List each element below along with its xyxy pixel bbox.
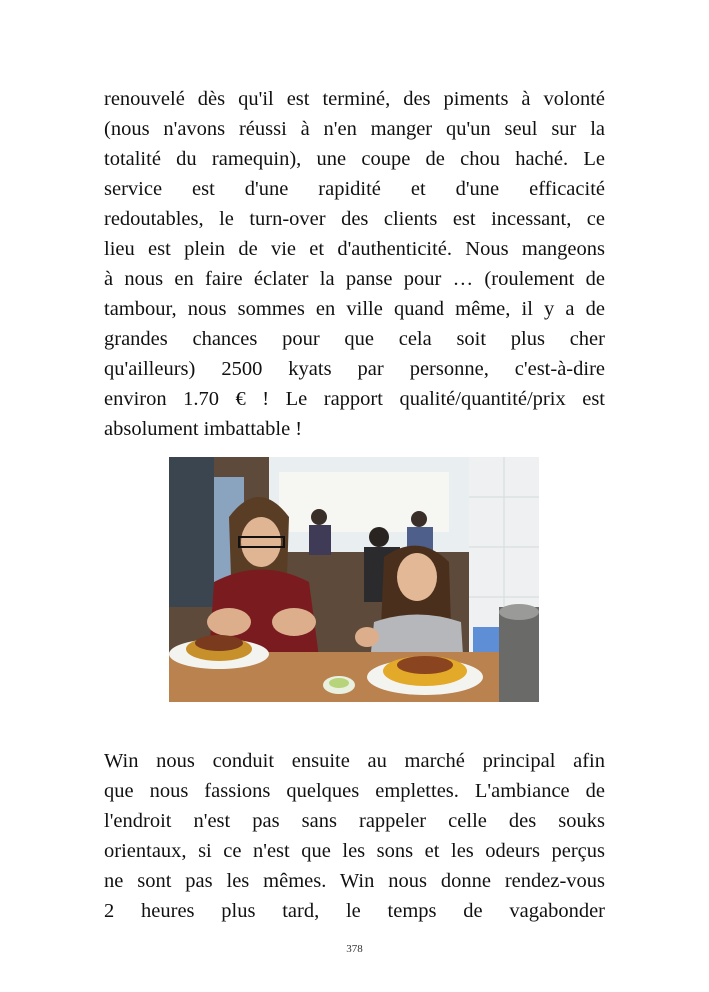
restaurant-photo bbox=[169, 457, 539, 702]
text-line: Win nous conduit ensuite au marché principal afin bbox=[104, 750, 605, 772]
paragraph-2 bbox=[104, 746, 605, 926]
page-number: 378 bbox=[346, 943, 363, 955]
text-line: l'endroit n'est pas sans rappeler celle des souks bbox=[104, 810, 605, 832]
text-line: environ 1.70 € ! Le rapport qualité/quantité/prix est bbox=[104, 388, 605, 410]
text-line: grandes chances pour que cela soit plus cher bbox=[104, 328, 605, 350]
text-line: que nous fassions quelques emplettes. L'ambiance de bbox=[104, 780, 605, 802]
text-line: renouvelé dès qu'il est terminé, des piments à volonté bbox=[104, 88, 605, 110]
text-line: à nous en faire éclater la panse pour … (roulement de bbox=[104, 268, 605, 290]
paragraph-1 bbox=[104, 84, 605, 444]
text-line: absolument imbattable ! bbox=[104, 418, 303, 440]
text-line: qu'ailleurs) 2500 kyats par personne, c'est-à-dire bbox=[104, 358, 605, 380]
text-line: lieu est plein de vie et d'authenticité. Nous mangeons bbox=[104, 238, 605, 260]
text-line: redoutables, le turn-over des clients est incessant, ce bbox=[104, 208, 605, 230]
text-line: tambour, nous sommes en ville quand même, il y a de bbox=[104, 298, 605, 320]
text-line: 2 heures plus tard, le temps de vagabonder bbox=[104, 900, 605, 922]
text-line: ne sont pas les mêmes. Win nous donne rendez-vous bbox=[104, 870, 605, 892]
text-line: (nous n'avons réussi à n'en manger qu'un seul sur la bbox=[104, 118, 605, 140]
text-line: orientaux, si ce n'est que les sons et les odeurs perçus bbox=[104, 840, 605, 862]
text-line: service est d'une rapidité et d'une efficacité bbox=[104, 178, 605, 200]
text-line: totalité du ramequin), une coupe de chou haché. Le bbox=[104, 148, 605, 170]
